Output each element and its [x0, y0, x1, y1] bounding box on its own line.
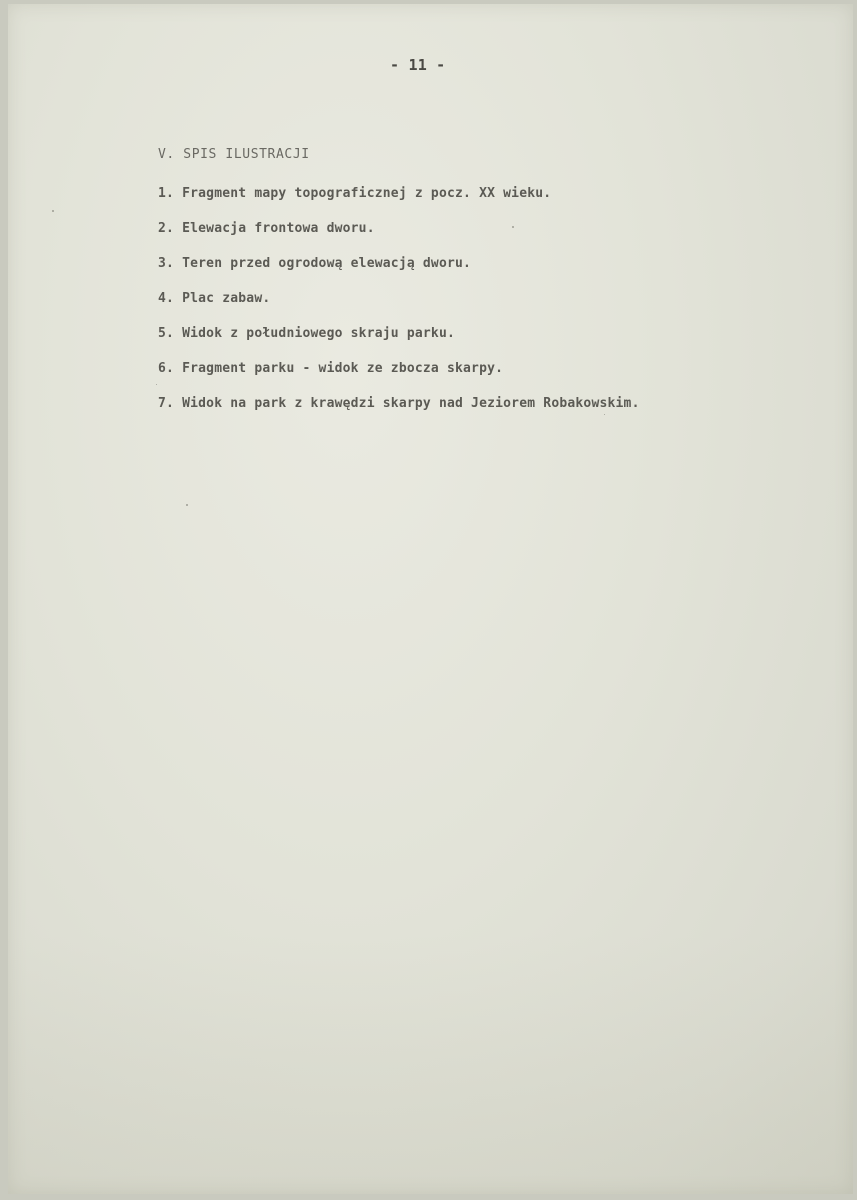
item-text: Fragment mapy topograficznej z pocz. XX wieku. [182, 186, 552, 201]
item-number: 1. [158, 186, 175, 201]
item-number: 7. [158, 396, 175, 411]
item-number: 5. [158, 326, 175, 341]
paper-shading [8, 934, 853, 1194]
paper-speck [52, 210, 54, 212]
item-number: 6. [158, 361, 175, 376]
list-item [158, 324, 640, 359]
page-number: - 11 - [390, 56, 446, 74]
list-item [158, 289, 640, 324]
item-text: Widok na park z krawędzi skarpy nad Jeziorem Robakowskim. [182, 396, 640, 411]
item-number: 4. [158, 291, 175, 306]
item-text: Fragment parku - widok ze zbocza skarpy. [182, 361, 504, 376]
paper-speck [156, 384, 157, 385]
item-number: 3. [158, 256, 175, 271]
list-item [158, 394, 640, 429]
list-item [158, 254, 640, 289]
list-item [158, 184, 640, 219]
paper-speck [604, 414, 605, 415]
item-number: 2. [158, 221, 175, 236]
item-text: Widok z południowego skraju parku. [182, 326, 456, 341]
item-text: Elewacja frontowa dworu. [182, 221, 375, 236]
list-item [158, 219, 640, 254]
illustration-list [158, 184, 640, 429]
paper-sheet [8, 4, 853, 1194]
paper-speck [512, 226, 514, 228]
list-item [158, 359, 640, 394]
item-text: Teren przed ogrodową elewacją dworu. [182, 256, 472, 271]
item-text: Plac zabaw. [182, 291, 271, 306]
section-heading: V. SPIS ILUSTRACJI [158, 147, 310, 162]
paper-speck [186, 504, 188, 506]
